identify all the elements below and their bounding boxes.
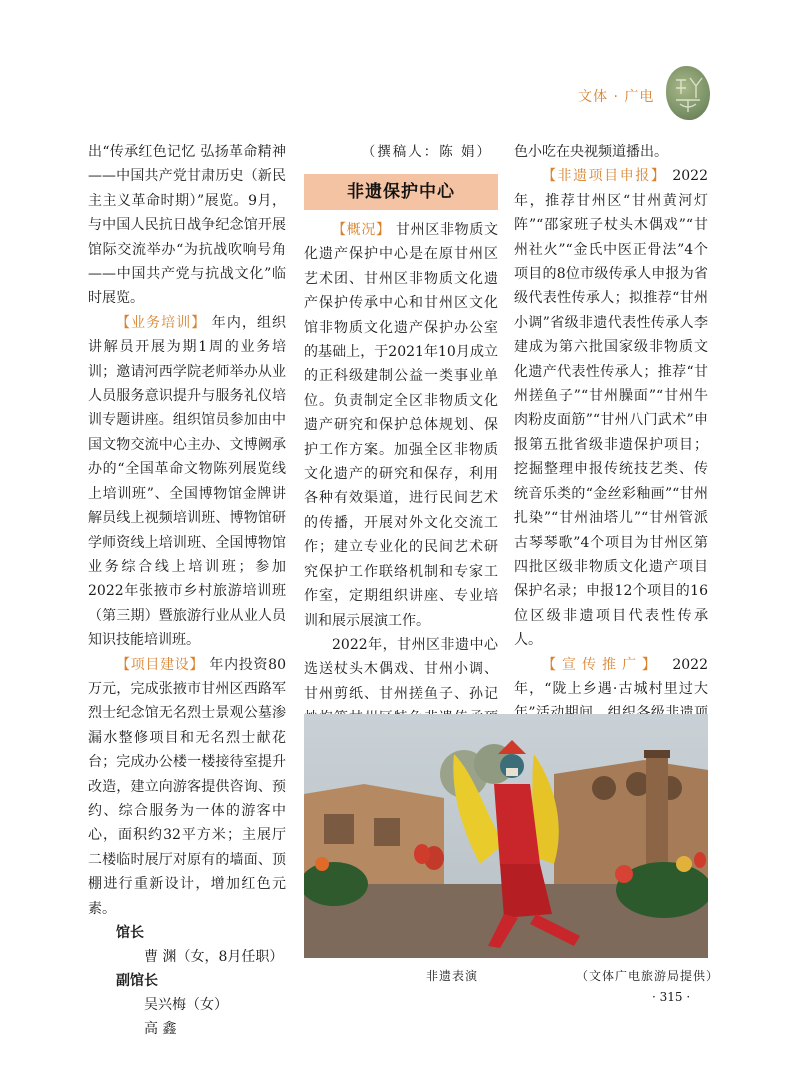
performance-photo [304, 714, 708, 958]
photo-caption: 非遗表演 [426, 969, 479, 983]
paragraph-exhibitions: 出“传承红色记忆 弘扬革命精神——中国共产党甘肃历史（新民主主义革命时期）”展览。9月，与中国人民抗日战争纪念馆开展馆际交流举办“为抗战吹响号角——中国共产党与抗战文化”临时展览。 [88, 144, 286, 307]
column-right [514, 140, 708, 750]
paragraph-overview [304, 218, 498, 633]
paragraph-declaration [514, 164, 708, 652]
paragraph-broadcast: 2022年，甘州区非遗中心选送杖头木偶戏、甘州小调、甘州剪纸、甘州搓鱼子、孙记 [304, 636, 498, 702]
tag-promotion: 【宣传推广】 [542, 656, 662, 673]
staff-name-deputy-1: 吴兴梅（女） [144, 997, 228, 1013]
promotion-text: 2022年，“陇上乡遇·古城村里过大 [514, 656, 708, 697]
staff-heading-director: 馆长 [116, 925, 144, 941]
paragraph-projects [88, 653, 286, 921]
declaration-text: 2022年，推荐甘州区“甘州黄河灯阵”“邵家班子杖头木偶戏”“甘州社火”“金氏中医正骨法”4个项目的8位市级传承人申报为省级代表性传承人；拟推荐“甘州小调”省级非遗代表性传承人李建成为第六批国家级非物质文化遗产代表性传承人；推荐“甘州搓鱼子”“甘州臊面”“甘州牛肉粉皮面筋”“甘州八门武术”申报第五批省级非遗保护项目；挖掘整理申报传统技艺类、传统音乐类的“金丝彩釉画”“甘州扎染”“甘州油塔儿”“甘州管派古琴琴歌”4个项目为甘州区第四批区级非物质文化遗产项目保护名录；申报12个项目的16位区级非遗项目代表性传承人。 [514, 168, 708, 649]
staff-heading-deputy: 副馆长 [116, 973, 158, 989]
author-credit: （撰稿人：陈 娟） [361, 144, 492, 160]
section-label: 文体 · 广电 [578, 89, 655, 105]
column-left [88, 140, 286, 1041]
paragraph-broadcast-cont: 色小吃在央视频道播出。 [514, 144, 668, 160]
staff-name-director: 曹 渊（女，8月任职） [144, 949, 284, 965]
paragraph-training [88, 311, 286, 653]
decorative-seal-icon [666, 66, 710, 120]
tag-training: 【业务培训】 [116, 314, 207, 331]
tag-projects: 【项目建设】 [116, 656, 205, 673]
overview-text: 甘州区非物质文化遗产保护中心是在原甘州区艺术团、甘州区非物质文化遗产保护传承中心和甘州区文化馆非物质文化遗产保护办公室的基础上，于2021年10月成立的正科级建制公益一类事业单位。负责制定全区非物质文化遗产研究和保护总体规划、保护工作方案。加强全区非物质文化遗产的研究和保存，利用各种有效渠道，进行民间艺术的传播，开展对外文化交流工作；建立专业化的民间艺术研究保护工作联络机制和专家工作室，定期组织讲座、专业培训和展示展演工作。 [304, 222, 499, 629]
training-text: 年内，组织讲解员开展为期1周的业务培训；邀请河西学院老师举办从业人员服务意识提升与服务礼仪培训专题讲座。组织馆员参加由中国文物交流中心主办、文博阙承办的“全国革命文物陈列展览线上培训班”、全国博物馆金牌讲解员线上视频培训班、博物馆研学师资线上培训班、全国博物馆业务综合线上培训班；参加2022年张掖市乡村旅游培训班（第三期）暨旅游行业从业人员知识技能培训班。 [88, 314, 287, 649]
projects-text: 年内投资80万元，完成张掖市甘州区西路军烈士纪念馆无名烈士景观公墓渗漏水整修项目和无名烈士献花台；完成办公楼一楼接待室提升改造，建立向游客提供咨询、预约、综合服务为一体的游客中心，面积约32平方米；主展厅二楼临时展厅对原有的墙面、顶棚进行重新设计，增加红色元素。 [88, 656, 286, 917]
tag-overview: 【概况】 [332, 222, 391, 238]
page-number: · 315 · [652, 990, 691, 1004]
photo-source: （文体广电旅游局提供） [576, 969, 720, 983]
staff-name-deputy-2: 高 鑫 [144, 1021, 177, 1037]
column-middle [304, 140, 498, 755]
section-title-banner: 非遗保护中心 [304, 174, 498, 210]
tag-declaration: 【非遗项目申报】 [542, 168, 667, 185]
